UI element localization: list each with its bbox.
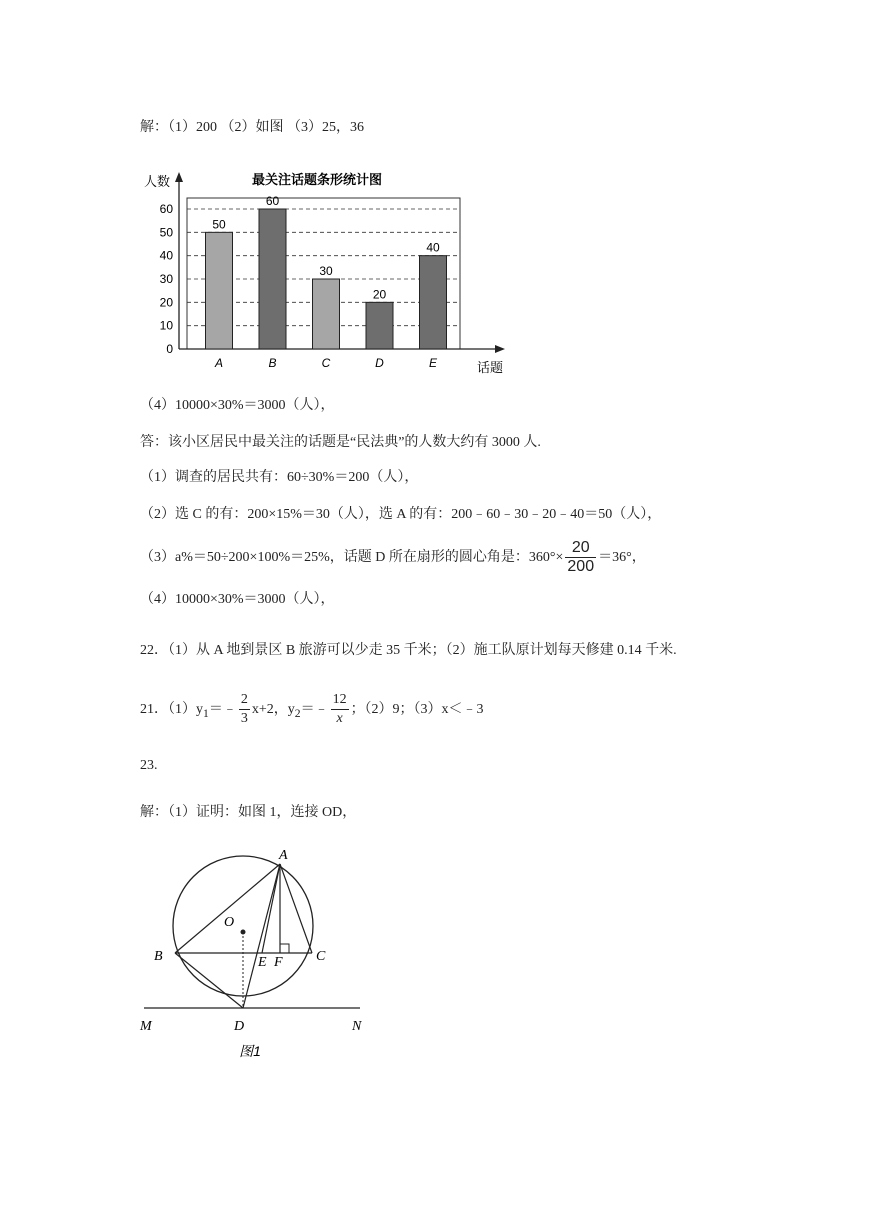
- y-tick-label: 10: [159, 318, 173, 333]
- question-21-answer: [140, 688, 484, 736]
- y-axis-label: 人数: [144, 174, 171, 189]
- line-4a: （4）10000×30%＝3000（人），: [140, 398, 335, 413]
- bar-value-label: 30: [319, 264, 333, 278]
- label-f: F: [274, 955, 283, 970]
- bar-value-label: 40: [426, 240, 440, 255]
- fraction-denominator: x: [331, 709, 349, 728]
- segment-bd: [175, 953, 243, 1008]
- conclusion: 答：该小区居民中最关注的话题是“民法典”的人数大约有 3000 人.: [140, 435, 541, 450]
- step-2: （2）选 C 的有：200×15%＝30（人），选 A 的有：200﹣60﹣30﹣20﹣40＝50（人），: [140, 507, 662, 522]
- x-axis-arrow: [495, 345, 505, 353]
- fraction-2-3: [239, 691, 250, 728]
- label-e: E: [258, 955, 267, 970]
- label-c: C: [316, 949, 326, 964]
- fraction-denominator: 200: [567, 558, 595, 576]
- step-3: [140, 538, 646, 578]
- fraction-denominator: 3: [240, 711, 248, 727]
- right-angle-mark: [280, 944, 289, 953]
- proof-intro: 解：（1）证明：如图 1，连接 OD，: [140, 805, 357, 820]
- q21-part: ＝﹣: [300, 702, 329, 717]
- q21-part: ＝﹣: [208, 702, 237, 717]
- y-tick-label: 20: [159, 295, 173, 310]
- y-axis-arrow: [175, 172, 183, 182]
- segment-ad: [243, 864, 280, 1008]
- label-m: M: [140, 1019, 152, 1034]
- step-3-text: （3）a%＝50÷200×100%＝25%，话题 D 所在扇形的圆心角是：360°×: [140, 550, 564, 565]
- bar-value-label: 60: [265, 194, 280, 208]
- x-tick-label: D: [375, 356, 384, 370]
- y-tick-label: 40: [159, 248, 173, 263]
- fraction-numerator: 12: [332, 692, 347, 708]
- bar-d: [366, 302, 393, 349]
- x-tick-label: B: [268, 356, 277, 370]
- answer-line: 解：（1）200 （2）如图 （3）25，36: [140, 120, 364, 135]
- center-point-o: [241, 930, 246, 935]
- label-a: A: [279, 848, 288, 863]
- question-23-heading: 23.: [140, 758, 158, 773]
- chart-title: 最关注话题条形统计图: [251, 172, 383, 187]
- step-1: （1）调查的居民共有：60÷30%＝200（人），: [140, 470, 419, 485]
- fraction-12-x: [331, 691, 349, 728]
- bar-a: [206, 232, 233, 349]
- x-axis-label: 话题: [477, 360, 504, 375]
- fraction-20-200: [565, 539, 596, 576]
- step-4: （4）10000×30%＝3000（人），: [140, 592, 335, 607]
- label-n: N: [352, 1019, 362, 1034]
- bar-c: [313, 279, 340, 349]
- label-o: O: [224, 915, 235, 930]
- y-tick-label: 0: [166, 342, 173, 356]
- segment-ac: [280, 864, 312, 953]
- bar-e: [420, 256, 447, 349]
- x-tick-label: A: [214, 356, 224, 370]
- geometry-figure: [132, 840, 372, 1065]
- q21-sub: 1: [203, 706, 209, 720]
- circle-o: [173, 856, 313, 996]
- question-22-answer: 22．（1）从 A 地到景区 B 旅游可以少走 35 千米；（2）施工队原计划每天修建 0.14 千米.: [140, 643, 677, 658]
- bar-value-label: 50: [212, 217, 226, 232]
- y-tick-label: 60: [159, 202, 173, 216]
- fraction-numerator: 2: [240, 692, 248, 708]
- q21-part: x+2，y: [251, 702, 295, 717]
- figure-caption: 图1: [239, 1043, 261, 1059]
- bar-b: [259, 209, 286, 349]
- q21-sub: 2: [294, 706, 301, 720]
- y-tick-label: 50: [159, 225, 173, 240]
- q21-part: 21．（1）y: [140, 702, 203, 717]
- x-tick-label: E: [428, 356, 438, 370]
- x-tick-label: C: [321, 356, 331, 370]
- bar-value-label: 20: [372, 287, 387, 302]
- label-b: B: [154, 949, 163, 964]
- label-d: D: [234, 1019, 245, 1034]
- bar-chart: [132, 160, 512, 380]
- fraction-numerator: 20: [571, 539, 590, 557]
- q21-part: ；（2）9；（3）x＜﹣3: [350, 702, 484, 717]
- y-tick-label: 30: [159, 272, 173, 286]
- step-3-result: ＝36°，: [598, 550, 646, 565]
